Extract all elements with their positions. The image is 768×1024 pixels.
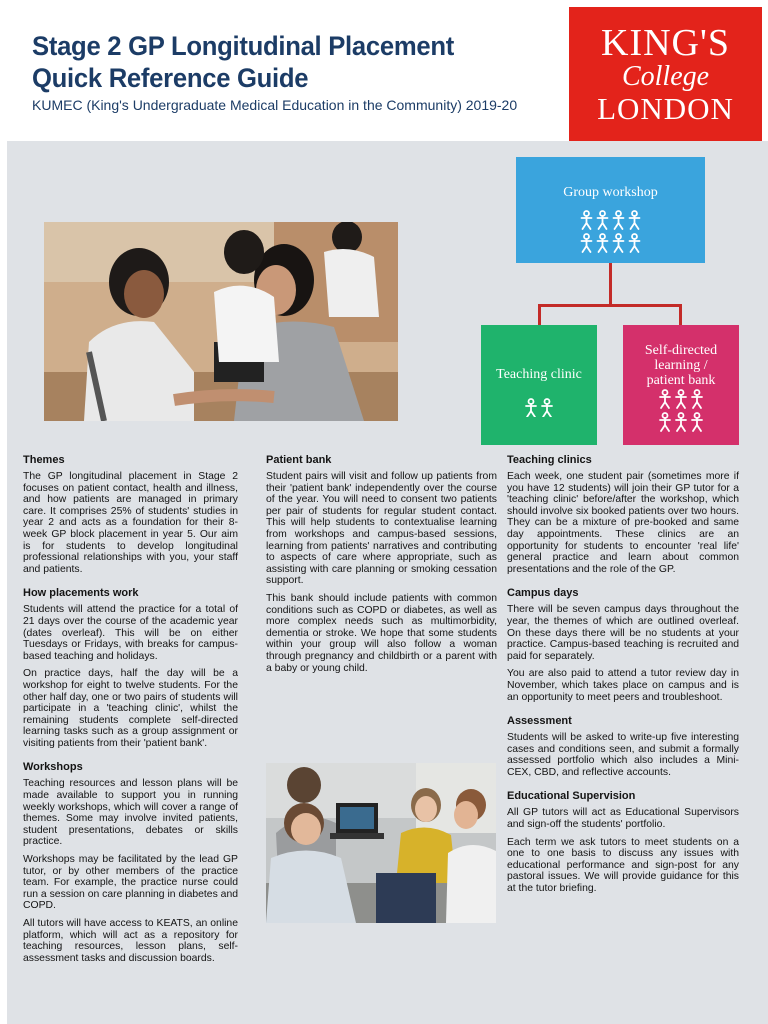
column-middle (266, 454, 497, 686)
section-heading: Educational Supervision (507, 790, 636, 803)
assessment-section (507, 715, 739, 778)
logo-line-3: LONDON (597, 91, 734, 126)
campus-days-section (507, 587, 739, 703)
person-icon (660, 390, 670, 408)
themes-section (23, 454, 238, 575)
person-icon (630, 211, 640, 229)
people-icon-self-directed (623, 388, 739, 432)
section-heading: Assessment (507, 715, 572, 728)
person-icon (692, 390, 702, 408)
patient-bank-section (266, 454, 497, 674)
section-paragraph: There will be seven campus days throughout the year, the themes of which are outlined overleaf. On these days there will be no students at your practice. Campus-based teaching is recruited and paid for separately. (507, 604, 739, 662)
title-line-2: Quick Reference Guide (32, 63, 309, 93)
person-icon (660, 413, 670, 431)
connector-horizontal (538, 304, 682, 307)
person-icon (598, 234, 608, 252)
title-line-1: Stage 2 GP Longitudinal Placement (32, 31, 454, 61)
section-heading: Campus days (507, 587, 579, 600)
group-workshop-label: Group workshop (563, 185, 658, 200)
connector-left-drop (538, 304, 541, 325)
person-icon (614, 211, 624, 229)
group-workshop-box (516, 157, 705, 263)
person-icon (676, 413, 686, 431)
educational-supervision-section (507, 790, 739, 894)
tutor-group-laptop-photo (266, 763, 496, 923)
teaching-clinic-box (481, 325, 597, 445)
self-directed-box (623, 325, 739, 445)
person-icon (526, 399, 536, 417)
people-icon-teaching (481, 397, 597, 417)
teaching-clinic-label: Teaching clinic (496, 367, 582, 382)
section-paragraph: Each week, one student pair (sometimes more if you have 12 students) will join their GP tutor for a 'teaching clinic' before/after the workshop, which should involve six booked patients over two hours. They can be a mixture of pre-booked and same day appointments. These clinics are an opportunity for students to encounter 'real life' general practice and learn about common presentations and the role of the GP. (507, 471, 739, 575)
person-icon (676, 390, 686, 408)
section-paragraph: Each term we ask tutors to meet students on a one to one basis to discuss any issues with educational performance and sign-post for any pastoral issues. We will provide guidance for this at the tutor briefing. (507, 836, 739, 895)
self-directed-people (623, 388, 739, 437)
column-left (23, 454, 238, 976)
person-icon (582, 211, 592, 229)
section-heading: Teaching clinics (507, 454, 592, 466)
section-heading: How placements work (23, 587, 139, 600)
teaching-clinic-people (481, 397, 597, 422)
person-icon (598, 211, 608, 229)
logo-line-2: College (621, 61, 710, 92)
section-paragraph: The GP longitudinal placement in Stage 2 focuses on patient contact, health and illness, and how patients are managed in primary care. It comprises 25% of students' studies in year 2 and acts as a foundation for their 8-week GP block placement in year 5. Our aim is for students to develop longitudinal professional relationships with you, your staff and patients. (23, 471, 238, 575)
section-paragraph: You are also paid to attend a tutor review day in November, which takes place on campus and is an opportunity to meet peers and troubleshoot. (507, 668, 739, 703)
page-title (32, 30, 536, 94)
section-heading: Workshops (23, 761, 83, 774)
section-paragraph: Student pairs will visit and follow up patients from their 'patient bank' independently over the course of the year. You will need to consent two patients per pair of students for regular student contact. This will help students to contextualise learning from workshops and campus-based sessions, learning from patients' narratives and contributing to aspects of care where appropriate, such as assisting with care planning or smoking cessation support. (266, 471, 497, 587)
person-icon (614, 234, 624, 252)
section-paragraph: All tutors will have access to KEATS, an online platform, which will act as a repository for teaching resources, lesson plans, self-assessment tasks and discussion boards. (23, 918, 238, 964)
person-icon (542, 399, 552, 417)
how-placements-work-section (23, 587, 238, 749)
self-directed-label-3: patient bank (646, 373, 716, 388)
logo-line-1: KING'S (601, 22, 730, 64)
person-icon (692, 413, 702, 431)
section-paragraph: This bank should include patients with common conditions such as COPD or diabetes, as well as more complex needs such as multimorbidity, dementia or stroke. We hope that some students within your group will also follow a woman through pregnancy and childbirth or a parent with a baby or young child. (266, 592, 497, 674)
students-blood-pressure-photo (44, 222, 398, 421)
person-icon (582, 234, 592, 252)
group-workshop-people (516, 209, 705, 260)
title-block (32, 30, 562, 113)
workshops-section (23, 761, 238, 964)
connector-right-drop (679, 304, 682, 325)
section-paragraph: Students will attend the practice for a total of 21 days over the course of the academic year (dates overleaf). This will be on either Tuesdays or Fridays, with breaks for campus-based teaching and holidays. (23, 604, 238, 662)
section-heading: Themes (23, 454, 65, 466)
kings-college-london-logo (569, 7, 762, 141)
section-paragraph: Teaching resources and lesson plans will be made available to support you in running weekly workshops, which will cover a range of themes. Some may involve invited patients, student presentations, debates or skills practice. (23, 778, 238, 848)
column-right (507, 454, 739, 907)
subtitle: KUMEC (King's Undergraduate Medical Education in the Community) 2019-20 (32, 97, 518, 113)
people-icon-group (516, 209, 705, 255)
section-paragraph: All GP tutors will act as Educational Supervisors and sign-off the students' portfolio. (507, 807, 739, 831)
teaching-clinics-section (507, 454, 739, 575)
self-directed-label-2: learning / (654, 358, 708, 373)
section-paragraph: On practice days, half the day will be a workshop for eight to twelve students. For the other half day, one or two pairs of students will participate in a 'teaching clinic', whilst the remaining students complete self-directed learning tasks such as a group assignment or visiting patients from their 'patient bank'. (23, 668, 238, 749)
section-heading: Patient bank (266, 454, 332, 466)
section-paragraph: Students will be asked to write-up five interesting cases and conditions seen, and submit a formally assessed portfolio which also includes a Mini-CEX, CBD, and reflective accounts. (507, 732, 739, 778)
person-icon (630, 234, 640, 252)
section-paragraph: Workshops may be facilitated by the lead GP tutor, or by other members of the practice team. For example, the practice nurse could run a session on care planning in diabetes and COPD. (23, 854, 238, 912)
self-directed-label-1: Self-directed (644, 343, 718, 358)
connector-vertical (609, 263, 612, 305)
